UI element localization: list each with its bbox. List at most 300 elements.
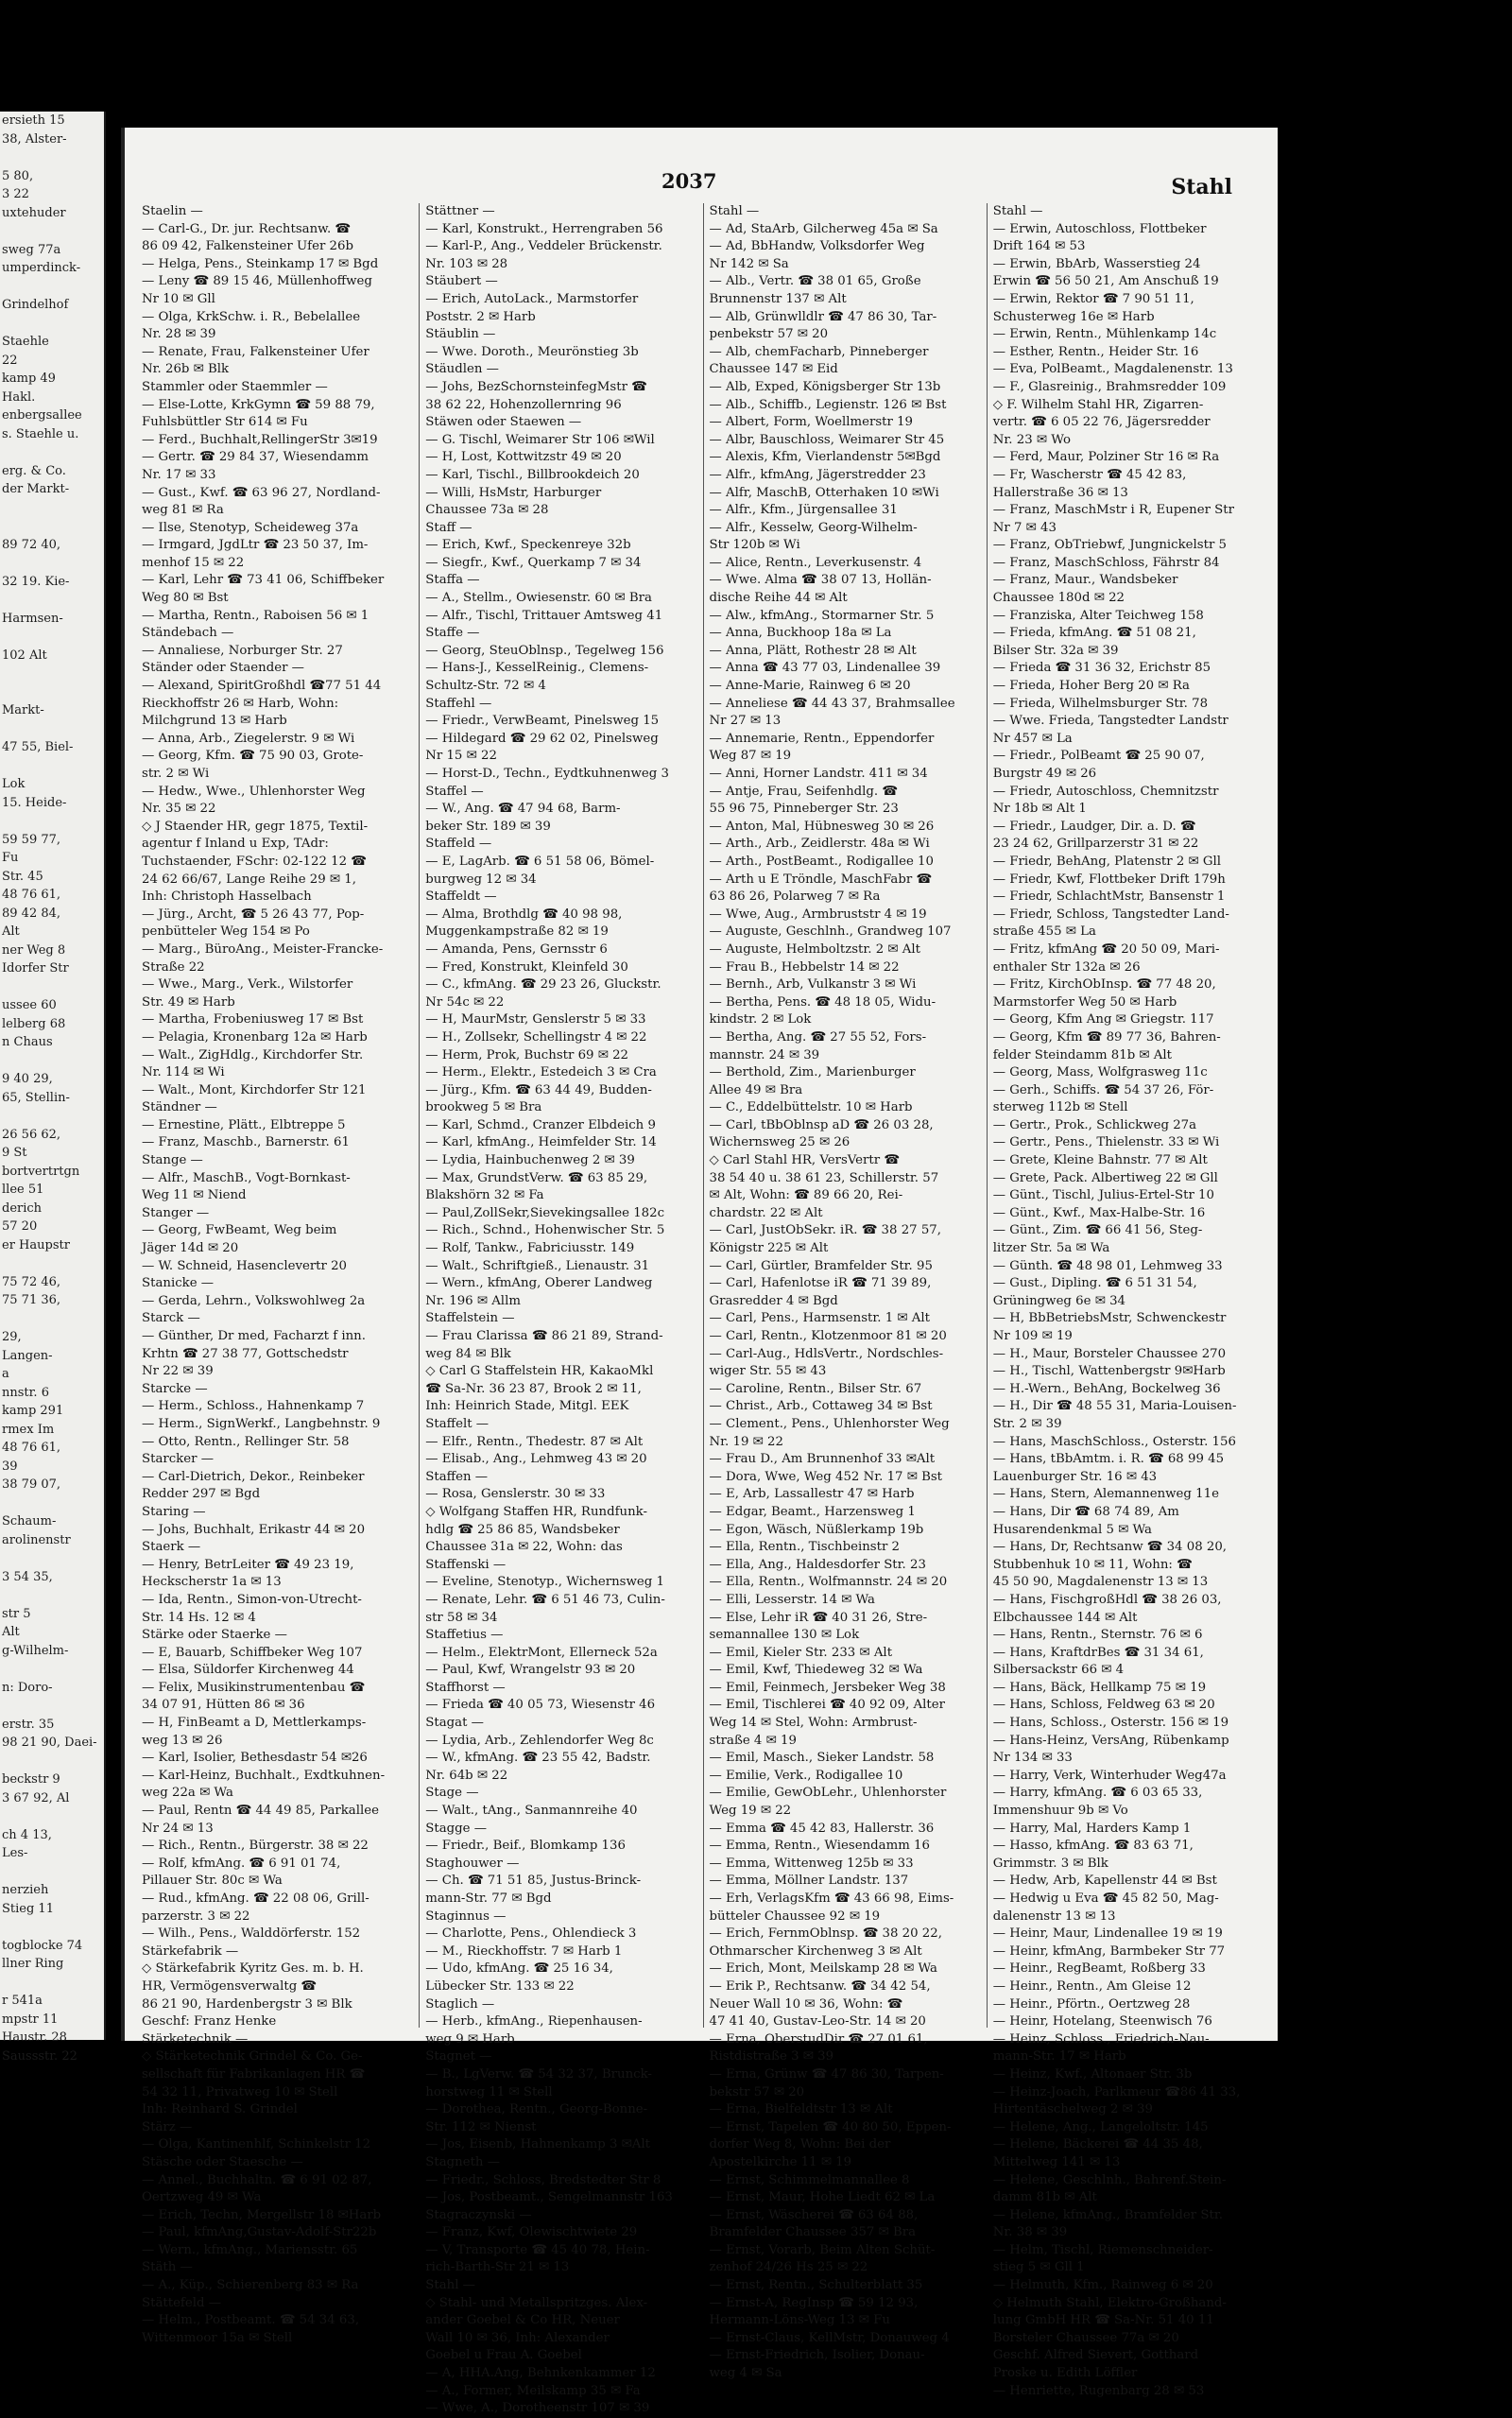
directory-entry: — V, Transporte ☎ 45 40 78, Hein- bbox=[425, 2242, 650, 2257]
directory-entry: Stage — bbox=[425, 1786, 479, 1801]
directory-entry: — Günth. ☎ 48 98 01, Lehmweg 33 bbox=[992, 1258, 1223, 1273]
directory-entry: weg 81 ✉ Ra bbox=[142, 503, 224, 518]
directory-entry: Inh: Heinrich Stade, Mitgl. EEK bbox=[425, 1399, 629, 1414]
directory-entry: — Elisab., Ang., Lehmweg 43 ✉ 20 bbox=[425, 1452, 647, 1467]
directory-entry: — Emil, Tischlerei ☎ 40 92 09, Alter bbox=[709, 1698, 945, 1713]
left-fragment-line: n Chaus bbox=[2, 1035, 53, 1049]
directory-entry: — Paul, Kwf, Wrangelstr 93 ✉ 20 bbox=[425, 1663, 636, 1678]
directory-entry: — Olga, KrkSchw. i. R., Bebelallee bbox=[142, 309, 361, 324]
directory-column-4 bbox=[987, 203, 1270, 2398]
left-fragment-line bbox=[0, 222, 104, 241]
directory-entry: — Hans, FischgroßHdl ☎ 38 26 03, bbox=[992, 1592, 1222, 1607]
directory-entry: — Auguste, Helmboltzstr. 2 ✉ Alt bbox=[709, 941, 920, 957]
directory-entry: Immenshuur 9b ✉ Vo bbox=[992, 1804, 1128, 1819]
left-fragment-line bbox=[0, 1660, 104, 1679]
directory-entry: Stagraczynski — bbox=[425, 2207, 532, 2222]
directory-entry: — H., Tischl, Wattenbergstr 9✉Harb bbox=[992, 1364, 1226, 1379]
directory-entry: — Frieda, Wilhelmsburger Str. 78 bbox=[992, 696, 1209, 711]
directory-entry: — Emilie, Verk., Rodigallee 10 bbox=[709, 1768, 903, 1783]
directory-entry: — Heinr., Pförtn., Oertzweg 28 bbox=[992, 1996, 1191, 2012]
directory-entry: 38 62 22, Hohenzollernring 96 bbox=[425, 397, 622, 412]
directory-entry: — Wwe., Marg., Verk., Wilstorfer bbox=[142, 977, 353, 993]
directory-entry: — Erich, Kwf., Speckenreye 32b bbox=[425, 538, 631, 553]
directory-entry: 86 21 90, Hardenbergstr 3 ✉ Blk bbox=[142, 1996, 352, 2012]
directory-entry: — Renate, Frau, Falkensteiner Ufer bbox=[142, 344, 369, 359]
left-fragment-line: a bbox=[2, 1367, 9, 1381]
directory-entry: — W. Schneid, Hasenclevertr 20 bbox=[142, 1258, 348, 1273]
directory-entry: — Lydia, Hainbuchenweg 2 ✉ 39 bbox=[425, 1153, 635, 1168]
directory-entry: penbütteler Weg 154 ✉ Po bbox=[142, 924, 310, 940]
directory-entry: — Heinr., RegBeamt, Roßberg 33 bbox=[992, 1961, 1206, 1977]
directory-entry: — Gerda, Lehrn., Volkswohlweg 2a bbox=[142, 1293, 366, 1308]
left-fragment-line bbox=[0, 628, 104, 647]
directory-entry: — Anton, Mal, Hübnesweg 30 ✉ 26 bbox=[709, 819, 935, 834]
directory-entry: ✉ Alt, Wohn: ☎ 89 66 20, Rei- bbox=[709, 1188, 903, 1203]
directory-entry: Allee 49 ✉ Bra bbox=[709, 1082, 803, 1097]
directory-entry: — Friedr, SchlachtMstr, Bansenstr 1 bbox=[992, 889, 1226, 905]
directory-entry: Staffe — bbox=[425, 626, 480, 641]
directory-entry: Goebel u Frau A. Goebel bbox=[425, 2348, 582, 2363]
directory-column-1 bbox=[136, 203, 419, 2345]
left-fragment-line: 102 Alt bbox=[2, 648, 47, 663]
left-fragment-line: 98 21 90, Daei- bbox=[2, 1736, 97, 1750]
left-fragment-line: Alt bbox=[2, 924, 20, 939]
directory-entry: — Emilie, GewObLehr., Uhlenhorster bbox=[709, 1786, 947, 1801]
directory-entry: Geschf: Franz Henke bbox=[142, 2014, 277, 2029]
directory-entry: — Erik P., Rechtsanw. ☎ 34 42 54, bbox=[709, 1978, 931, 1994]
directory-entry: Stärke oder Staerke — bbox=[142, 1628, 287, 1643]
directory-entry: Neuer Wall 10 ✉ 36, Wohn: ☎ bbox=[709, 1996, 903, 2012]
directory-entry: Nr. 26b ✉ Blk bbox=[142, 362, 230, 377]
directory-entry: agentur f Inland u Exp, TAdr: bbox=[142, 837, 329, 852]
directory-entry: — Frau B., Hebbelstr 14 ✉ 22 bbox=[709, 959, 900, 975]
directory-entry: — Otto, Rentn., Rellinger Str. 58 bbox=[142, 1434, 350, 1449]
directory-entry: Lauenburger Str. 16 ✉ 43 bbox=[992, 1469, 1158, 1484]
left-fragment-line bbox=[0, 499, 104, 518]
directory-entry: 24 62 66/67, Lange Reihe 29 ✉ 1, bbox=[142, 872, 356, 887]
directory-entry: — Hans, Dir ☎ 68 74 89, Am bbox=[992, 1504, 1179, 1519]
directory-entry: — Herm., Schloss., Hahnenkamp 7 bbox=[142, 1399, 365, 1414]
directory-entry: — Ella, Rentn., Wolfmannstr. 24 ✉ 20 bbox=[709, 1575, 948, 1590]
directory-entry: — Helene, kfmAng., Bramfelder Str. bbox=[992, 2207, 1223, 2222]
directory-entry: — Fritz, KirchObInsp. ☎ 77 48 20, bbox=[992, 977, 1216, 993]
directory-entry: — Ernst, Vorarb, Beim Alten Schüt- bbox=[709, 2242, 936, 2257]
directory-entry: — Willi, HsMstr, Harburger bbox=[425, 485, 602, 500]
directory-entry: — Ilse, Stenotyp, Scheideweg 37a bbox=[142, 520, 359, 535]
directory-entry: — Hans, Bäck, Hellkamp 75 ✉ 19 bbox=[992, 1680, 1207, 1695]
directory-entry: dische Reihe 44 ✉ Alt bbox=[709, 591, 848, 606]
directory-entry: — Heinz, Schloss., Friedrich-Nau- bbox=[992, 2031, 1210, 2047]
directory-entry: — Ida, Rentn., Simon-von-Utrecht- bbox=[142, 1592, 362, 1607]
directory-entry: — Franz, Maschb., Barnerstr. 61 bbox=[142, 1135, 350, 1150]
directory-entry: — Erwin, BbArb, Wasserstieg 24 bbox=[992, 256, 1201, 271]
directory-entry: — Siegfr., Kwf., Querkamp 7 ✉ 34 bbox=[425, 555, 642, 570]
directory-entry: Stäsche oder Staesche — bbox=[142, 2154, 303, 2169]
directory-entry: — Karl, kfmAng., Heimfelder Str. 14 bbox=[425, 1135, 657, 1150]
directory-entry: — Ferd., Buchhalt,RellingerStr 3✉19 bbox=[142, 432, 378, 447]
directory-entry: Rieckhoffstr 26 ✉ Harb, Wohn: bbox=[142, 696, 339, 711]
left-fragment-line: 89 72 40, bbox=[2, 537, 61, 552]
directory-entry: Weg 11 ✉ Niend bbox=[142, 1188, 247, 1203]
directory-entry: Nr 18b ✉ Alt 1 bbox=[992, 802, 1087, 817]
directory-entry: — Harry, kfmAng. ☎ 6 03 65 33, bbox=[992, 1786, 1203, 1801]
directory-entry: — Rolf, Tankw., Fabriciusstr. 149 bbox=[425, 1241, 635, 1256]
directory-entry: — Anna, Plätt, Rothestr 28 ✉ Alt bbox=[709, 643, 917, 658]
directory-entry: beker Str. 189 ✉ 39 bbox=[425, 819, 551, 834]
left-fragment-line: nnstr. 6 bbox=[2, 1385, 49, 1400]
directory-entry: Staring — bbox=[142, 1504, 206, 1519]
directory-entry: Nr. 19 ✉ 22 bbox=[709, 1434, 783, 1449]
directory-entry: — Lydia, Arb., Zehlendorfer Weg 8c bbox=[425, 1733, 654, 1748]
directory-entry: — Günt., Kwf., Max-Halbe-Str. 16 bbox=[992, 1205, 1206, 1220]
directory-entry: — Friedr, Kwf, Flottbeker Drift 179h bbox=[992, 872, 1226, 887]
left-fragment-line: arolinenstr bbox=[2, 1532, 71, 1547]
left-fragment-line: Str. 45 bbox=[2, 869, 43, 884]
directory-entry: Elbchaussee 144 ✉ Alt bbox=[992, 1610, 1138, 1625]
directory-entry: — Anna, Buckhoop 18a ✉ La bbox=[709, 626, 892, 641]
directory-entry: — Ernst-A, RegInsp ☎ 59 12 93, bbox=[709, 2295, 919, 2310]
directory-entry: Staffehl — bbox=[425, 696, 492, 711]
directory-entry: — H., Maur, Borsteler Chaussee 270 bbox=[992, 1346, 1227, 1361]
directory-entry: — Hasso, kfmAng. ☎ 83 63 71, bbox=[992, 1839, 1194, 1854]
directory-entry: sterweg 112b ✉ Stell bbox=[992, 1100, 1128, 1115]
directory-entry: Stäubert — bbox=[425, 274, 498, 289]
left-fragment-line bbox=[0, 148, 104, 167]
directory-entry: — Hans, KraftdrBes ☎ 31 34 61, bbox=[992, 1645, 1204, 1660]
directory-entry: Stärketechnik — bbox=[142, 2031, 249, 2047]
directory-entry: — Ad, StaArb, Gilcherweg 45a ✉ Sa bbox=[709, 221, 938, 236]
directory-entry: — Berthold, Zim., Marienburger bbox=[709, 1065, 916, 1080]
left-fragment-line: 38, Alster- bbox=[2, 131, 67, 147]
directory-entry: Staelin — bbox=[142, 204, 203, 218]
directory-entry: — Horst-D., Techn., Eydtkuhnenweg 3 bbox=[425, 767, 669, 781]
directory-entry: — Else, Lehr iR ☎ 40 31 26, Stre- bbox=[709, 1610, 928, 1625]
directory-entry: — F., Glasreinig., Brahmsredder 109 bbox=[992, 379, 1227, 394]
left-fragment-line: erstr. 35 bbox=[2, 1717, 55, 1732]
directory-entry: ◇ F. Wilhelm Stahl HR, Zigarren- bbox=[992, 397, 1204, 412]
directory-entry: — Carl, Rentn., Klotzenmoor 81 ✉ 20 bbox=[709, 1329, 947, 1343]
directory-entry: Inh: Reinhard S. Grindel bbox=[142, 2102, 298, 2117]
directory-entry: Staffeld — bbox=[425, 837, 492, 852]
directory-entry: — Friedr., VerwBeamt, Pinelsweg 15 bbox=[425, 714, 660, 729]
left-fragment-line: 3 54 35, bbox=[2, 1569, 53, 1584]
directory-entry: vertr. ☎ 6 05 22 76, Jägersredder bbox=[992, 415, 1211, 430]
left-fragment-line: Lok bbox=[2, 777, 26, 791]
directory-entry: Bramfelder Chaussee 357 ✉ Bra bbox=[709, 2225, 917, 2240]
directory-entry: — Ch. ☎ 71 51 85, Justus-Brinck- bbox=[425, 1874, 642, 1889]
directory-entry: — Emil, Kwf, Thiedeweg 32 ✉ Wa bbox=[709, 1663, 923, 1678]
directory-entry: Ständer oder Staender — bbox=[142, 661, 304, 676]
directory-entry: — H, FinBeamt a D, Mettlerkamps- bbox=[142, 1716, 367, 1731]
directory-entry: — Karl, Schmd., Cranzer Elbdeich 9 bbox=[425, 1117, 656, 1132]
directory-entry: 47 41 40, Gustav-Leo-Str. 14 ✉ 20 bbox=[709, 2014, 926, 2029]
directory-entry: — Pelagia, Kronenbarg 12a ✉ Harb bbox=[142, 1029, 368, 1045]
left-fragment-line bbox=[0, 720, 104, 739]
directory-entry: — C., Eddelbüttelstr. 10 ✉ Harb bbox=[709, 1100, 913, 1115]
left-fragment-line bbox=[0, 1974, 104, 1993]
directory-entry: — Eva, PolBeamt., Magdalenenstr. 13 bbox=[992, 362, 1233, 377]
directory-entry: Weg 14 ✉ Stel, Wohn: Armbrust- bbox=[709, 1716, 918, 1731]
directory-entry: kindstr. 2 ✉ Lok bbox=[709, 1012, 812, 1028]
directory-entry: — Wilh., Pens., Walddörferstr. 152 bbox=[142, 1926, 361, 1942]
directory-entry: — Hans-Heinz, VersAng, Rübenkamp bbox=[992, 1733, 1229, 1748]
left-fragment-line: Langen- bbox=[2, 1348, 53, 1363]
directory-entry: — Ernst, Wäscherei ☎ 63 64 88, bbox=[709, 2207, 919, 2222]
directory-entry: Nr 15 ✉ 22 bbox=[425, 749, 497, 764]
directory-entry: Nr. 196 ✉ Allm bbox=[425, 1293, 521, 1308]
directory-entry: bekstr 57 ✉ 20 bbox=[709, 2084, 805, 2099]
directory-entry: Weg 19 ✉ 22 bbox=[709, 1804, 792, 1819]
left-fragment-line: Hakl. bbox=[2, 389, 36, 405]
directory-entry: — A, HHA.Ang, Behnkenkammer 12 bbox=[425, 2366, 656, 2381]
left-fragment-line: 39 bbox=[2, 1459, 18, 1474]
directory-entry: Staffel — bbox=[425, 784, 484, 799]
directory-entry: Othmarscher Kirchenweg 3 ✉ Alt bbox=[709, 1943, 922, 1959]
directory-entry: — Erh, VerlagsKfm ☎ 43 66 98, Eims- bbox=[709, 1891, 954, 1906]
directory-entry: — Carl-Aug., HdlsVertr., Nordschles- bbox=[709, 1346, 944, 1361]
directory-entry: — W., Ang. ☎ 47 94 68, Barm- bbox=[425, 802, 621, 817]
directory-entry: — Emil, Kieler Str. 233 ✉ Alt bbox=[709, 1645, 893, 1660]
left-fragment-line bbox=[0, 1863, 104, 1882]
directory-columns bbox=[136, 203, 1270, 2416]
directory-entry: wiger Str. 55 ✉ 43 bbox=[709, 1364, 827, 1379]
directory-entry: — Anneliese ☎ 44 43 37, Brahmsallee bbox=[709, 696, 955, 711]
left-fragment-line bbox=[0, 278, 104, 297]
directory-entry: Nr. 114 ✉ Wi bbox=[142, 1065, 225, 1080]
directory-entry: — Wern., kfmAng, Oberer Landweg bbox=[425, 1276, 653, 1291]
directory-entry: — Alfr., Tischl, Trittauer Amtsweg 41 bbox=[425, 608, 663, 623]
left-page-fragment bbox=[0, 112, 106, 2064]
directory-entry: — Caroline, Rentn., Bilser Str. 67 bbox=[709, 1381, 922, 1396]
directory-entry: Hirtentäschelweg 2 ✉ 39 bbox=[992, 2102, 1153, 2117]
directory-entry: — Arth u E Tröndle, MaschFabr ☎ bbox=[709, 872, 933, 887]
directory-entry: — Ella, Rentn., Tischbeinstr 2 bbox=[709, 1540, 901, 1555]
directory-entry: Staerk — bbox=[142, 1540, 201, 1555]
directory-entry: — Wwe, Aug., Armbruststr 4 ✉ 19 bbox=[709, 907, 927, 922]
directory-entry: — E, Bauarb, Schiffbeker Weg 107 bbox=[142, 1645, 363, 1660]
directory-entry: Staffen — bbox=[425, 1469, 489, 1484]
left-fragment-line: 75 71 36, bbox=[2, 1293, 61, 1307]
directory-entry: — Alw., kfmAng., Stormarner Str. 5 bbox=[709, 608, 935, 623]
directory-entry: — Alfr., Kesselw, Georg-Wilhelm- bbox=[709, 520, 918, 535]
directory-entry: — Hedw, Arb, Kapellenstr 44 ✉ Bst bbox=[992, 1874, 1217, 1889]
directory-entry: Proske u. Edith Löffler bbox=[992, 2366, 1138, 2381]
directory-entry: — Heinr, Maur, Lindenallee 19 ✉ 19 bbox=[992, 1926, 1223, 1942]
directory-entry: Str. 112 ✉ Nienst bbox=[425, 2119, 537, 2134]
directory-entry: — Carl-G., Dr. jur. Rechtsanw. ☎ bbox=[142, 221, 351, 236]
directory-entry: ◇ Wolfgang Staffen HR, Rundfunk- bbox=[425, 1504, 647, 1519]
directory-entry: sellschaft für Fabrikanlagen HR ☎ bbox=[142, 2066, 366, 2081]
directory-entry: Chaussee 147 ✉ Eid bbox=[709, 362, 838, 377]
directory-entry: — Hans, Schloss, Feldweg 63 ✉ 20 bbox=[992, 1698, 1215, 1713]
left-fragment-line: er Haupstr bbox=[2, 1237, 70, 1252]
directory-entry: — Leny ☎ 89 15 46, Müllenhoffweg bbox=[142, 274, 372, 289]
directory-entry: — Erich, FernmOblnsp. ☎ 38 20 22, bbox=[709, 1926, 942, 1942]
left-fragment-line: togblocke 74 bbox=[2, 1938, 83, 1953]
left-fragment-line: 26 56 62, bbox=[2, 1127, 61, 1142]
directory-entry: Ständner — bbox=[142, 1100, 217, 1115]
directory-entry: — Max, GrundstVerw. ☎ 63 85 29, bbox=[425, 1170, 648, 1185]
directory-entry: — Annemarie, Rentn., Eppendorfer bbox=[709, 731, 935, 746]
left-fragment-line: ner Weg 8 bbox=[2, 942, 66, 958]
directory-entry: — A., Stellm., Owiesenstr. 60 ✉ Bra bbox=[425, 591, 652, 606]
left-fragment-line: Harmsen- bbox=[2, 611, 63, 626]
left-fragment-line: erg. & Co. bbox=[2, 463, 66, 478]
directory-entry: — Alice, Rentn., Leverkusenstr. 4 bbox=[709, 555, 922, 570]
left-fragment-line: ch 4 13, bbox=[2, 1827, 52, 1842]
directory-entry: — Erich, AutoLack., Marmstorfer bbox=[425, 291, 639, 306]
directory-entry: — Irmgard, JgdLtr ☎ 23 50 37, Im- bbox=[142, 538, 369, 553]
directory-entry: — Karl, Lehr ☎ 73 41 06, Schiffbeker bbox=[142, 573, 385, 588]
directory-entry: Nr. 17 ✉ 33 bbox=[142, 467, 216, 482]
directory-entry: — Ernestine, Plätt., Elbtreppe 5 bbox=[142, 1117, 346, 1132]
left-fragment-line: 59 59 77, bbox=[2, 832, 61, 847]
directory-entry: — Erna, Grünw ☎ 47 86 30, Tarpen- bbox=[709, 2066, 944, 2081]
directory-entry: — Hildegard ☎ 29 62 02, Pinelsweg bbox=[425, 731, 659, 746]
directory-entry: ◇ Carl Stahl HR, VersVertr ☎ bbox=[709, 1153, 900, 1168]
directory-entry: — Heinz, Kwf., Altonaer Str. 3b bbox=[992, 2066, 1193, 2081]
left-fragment-line bbox=[0, 1107, 104, 1126]
directory-entry: — Herm., SignWerkf., Langbehnstr. 9 bbox=[142, 1416, 381, 1431]
directory-entry: Stagat — bbox=[425, 1716, 484, 1731]
left-fragment-line: 48 76 61, bbox=[2, 888, 61, 902]
directory-entry: 54 32 11, Privatweg 10 ✉ Stell bbox=[142, 2084, 338, 2099]
directory-entry: Nr 27 ✉ 13 bbox=[709, 714, 782, 729]
left-fragment-line: sweg 77a bbox=[2, 242, 61, 257]
directory-entry: 38 54 40 u. 38 61 23, Schillerstr. 57 bbox=[709, 1170, 939, 1185]
directory-entry: — Ernst, Maur, Hohe Liedt 62 ✉ La bbox=[709, 2190, 936, 2205]
directory-entry: str 58 ✉ 34 bbox=[425, 1610, 498, 1625]
directory-entry: Str. 14 Hs. 12 ✉ 4 bbox=[142, 1610, 256, 1625]
directory-entry: 45 50 90, Magdalenenstr 13 ✉ 13 bbox=[992, 1575, 1209, 1590]
directory-entry: stieg 5 ✉ Gll 1 bbox=[992, 2260, 1085, 2275]
directory-entry: Str. 2 ✉ 39 bbox=[992, 1416, 1062, 1431]
directory-entry: — Ella, Ang., Haldesdorfer Str. 23 bbox=[709, 1557, 926, 1572]
directory-entry: — Paul,ZollSekr,Sievekingsallee 182c bbox=[425, 1205, 665, 1220]
directory-entry: — Marg., BüroAng., Meister-Francke- bbox=[142, 941, 384, 957]
directory-entry: penbekstr 57 ✉ 20 bbox=[709, 327, 829, 342]
directory-entry: — Alfr., kfmAng, Jägerstredder 23 bbox=[709, 467, 926, 482]
directory-entry: — Carl, JustObSekr. iR. ☎ 38 27 57, bbox=[709, 1223, 941, 1238]
left-fragment-line: beckstr 9 bbox=[2, 1772, 60, 1787]
directory-entry: ☎ Sa-Nr. 36 23 87, Brook 2 ✉ 11, bbox=[425, 1381, 642, 1396]
directory-entry: — Charlotte, Pens., Ohlendieck 3 bbox=[425, 1926, 637, 1942]
directory-entry: 55 96 75, Pinneberger Str. 23 bbox=[709, 802, 899, 817]
directory-entry: Stäublin — bbox=[425, 327, 496, 342]
left-fragment-line: Saussstr. 22 bbox=[2, 2048, 77, 2064]
left-fragment-line: Les- bbox=[2, 1846, 28, 1860]
directory-entry: Staffenski — bbox=[425, 1557, 507, 1572]
directory-entry: — Wern., kfmAng., Mariensstr. 65 bbox=[142, 2242, 358, 2257]
directory-entry: Stubbenhuk 10 ✉ 11, Wohn: ☎ bbox=[992, 1557, 1193, 1572]
left-fragment-line: Schaum- bbox=[2, 1514, 57, 1529]
left-fragment-line bbox=[0, 757, 104, 776]
directory-entry: — Frau D., Am Brunnenhof 33 ✉Alt bbox=[709, 1452, 936, 1467]
directory-entry: — Johs, Buchhalt, Erikastr 44 ✉ 20 bbox=[142, 1522, 366, 1537]
directory-entry: Hermann-Löns-Weg 13 ✉ Fu bbox=[709, 2313, 890, 2328]
directory-entry: 34 07 91, Hütten 86 ✉ 36 bbox=[142, 1698, 305, 1713]
directory-entry: — Gertr. ☎ 29 84 37, Wiesendamm bbox=[142, 450, 369, 465]
directory-entry: — H., Dir ☎ 48 55 31, Maria-Louisen- bbox=[992, 1399, 1237, 1414]
directory-entry: — Grete, Kleine Bahnstr. 77 ✉ Alt bbox=[992, 1153, 1208, 1168]
directory-entry: Nr. 23 ✉ Wo bbox=[992, 432, 1072, 447]
directory-entry: — Hans, tBbAmtm. i. R. ☎ 68 99 45 bbox=[992, 1452, 1225, 1467]
directory-entry: — Eveline, Stenotyp., Wichernsweg 1 bbox=[425, 1575, 664, 1590]
left-fragment-line: 89 42 84, bbox=[2, 906, 61, 921]
left-fragment-line: 38 79 07, bbox=[2, 1477, 61, 1492]
directory-entry: — Helm., ElektrMont, Ellerneck 52a bbox=[425, 1645, 658, 1660]
directory-entry: ◇ Helmuth Stahl, Elektro-Großhand- bbox=[992, 2295, 1227, 2310]
directory-entry: — Gerh., Schiffs. ☎ 54 37 26, För- bbox=[992, 1082, 1214, 1097]
directory-entry: — Rosa, Genslerstr. 30 ✉ 33 bbox=[425, 1487, 606, 1502]
directory-entry: — Friedr., PolBeamt ☎ 25 90 07, bbox=[992, 749, 1205, 764]
directory-entry: — Günt., Zim. ☎ 66 41 56, Steg- bbox=[992, 1223, 1203, 1238]
directory-entry: — Grete, Pack. Albertiweg 22 ✉ Gll bbox=[992, 1170, 1218, 1185]
directory-entry: Grimmstr. 3 ✉ Blk bbox=[992, 1856, 1108, 1871]
directory-entry: — H, BbBetriebsMstr, Schwenckestr bbox=[992, 1311, 1227, 1326]
directory-entry: — Wwe. Alma ☎ 38 07 13, Hollän- bbox=[709, 573, 932, 588]
directory-entry: — Anne-Marie, Rainweg 6 ✉ 20 bbox=[709, 679, 911, 694]
left-fragment-line: str 5 bbox=[2, 1606, 31, 1621]
directory-entry: — Alb, Grünwlldlr ☎ 47 86 30, Tar- bbox=[709, 309, 937, 324]
directory-entry: Wall 10 ✉ 36, Inh: Alexander bbox=[425, 2330, 610, 2345]
directory-entry: — G. Tischl, Weimarer Str 106 ✉Wil bbox=[425, 432, 655, 447]
directory-entry: weg 9 ✉ Harb bbox=[425, 2031, 515, 2047]
directory-entry: — Karl-P., Ang., Veddeler Brückenstr. bbox=[425, 239, 662, 254]
left-fragment-line: 9 St bbox=[2, 1146, 27, 1160]
directory-entry: — Hans, Stern, Alemannenweg 11e bbox=[992, 1487, 1219, 1502]
directory-entry: weg 4 ✉ Sa bbox=[709, 2366, 782, 2381]
directory-entry: — Franz, ObTriebwf, Jungnickelstr 5 bbox=[992, 538, 1227, 553]
directory-entry: Weg 80 ✉ Bst bbox=[142, 591, 229, 606]
directory-entry: — Ad, BbHandw, Volksdorfer Weg bbox=[709, 239, 925, 254]
directory-entry: Geschf. Alfred Sievert, Gotthard bbox=[992, 2348, 1199, 2363]
directory-entry: — Helene, Bäckerei ☎ 44 35 48, bbox=[992, 2137, 1203, 2152]
directory-entry: — Hans, MaschSchloss., Osterstr. 156 bbox=[992, 1434, 1236, 1449]
directory-entry: — Friedr, Autoschloss, Chemnitzstr bbox=[992, 784, 1219, 799]
directory-entry: Straße 22 bbox=[142, 959, 205, 975]
left-fragment-line: nerzieh bbox=[2, 1883, 49, 1897]
directory-entry: — Jos, Eisenb, Hahnenkamp 3 ✉Alt bbox=[425, 2137, 651, 2152]
directory-entry: — Hedwig u Eva ☎ 45 82 50, Mag- bbox=[992, 1891, 1219, 1906]
directory-entry: ◇ J Staender HR, gegr 1875, Textil- bbox=[142, 819, 369, 834]
directory-entry: Str. 49 ✉ Harb bbox=[142, 994, 235, 1010]
directory-entry: — Emma ☎ 45 42 83, Hallerstr. 36 bbox=[709, 1821, 935, 1836]
directory-entry: — Rolf, kfmAng. ☎ 6 91 01 74, bbox=[142, 1856, 341, 1871]
directory-entry: Bilser Str. 32a ✉ 39 bbox=[992, 643, 1119, 658]
directory-entry: — Bertha, Pens. ☎ 48 18 05, Widu- bbox=[709, 994, 936, 1010]
directory-entry: — Bernh., Arb, Vulkanstr 3 ✉ Wi bbox=[709, 977, 917, 993]
left-fragment-line: s. Staehle u. bbox=[2, 426, 79, 441]
directory-entry: Stanger — bbox=[142, 1205, 210, 1220]
directory-entry: — Carl-Dietrich, Dekor., Reinbeker bbox=[142, 1469, 365, 1484]
directory-entry: — Christ., Arb., Cottaweg 34 ✉ Bst bbox=[709, 1399, 933, 1414]
directory-entry: Staffeldt — bbox=[425, 889, 497, 905]
directory-entry: Staffa — bbox=[425, 573, 480, 588]
directory-entry: chardstr. 22 ✉ Alt bbox=[709, 1205, 823, 1220]
directory-entry: Nr 142 ✉ Sa bbox=[709, 256, 789, 271]
directory-entry: felder Steindamm 81b ✉ Alt bbox=[992, 1047, 1173, 1062]
directory-entry: Staff — bbox=[425, 520, 472, 535]
left-fragment-line: Alt bbox=[2, 1625, 20, 1639]
directory-entry: — Fred, Konstrukt, Kleinfeld 30 bbox=[425, 959, 628, 975]
directory-entry: — Amanda, Pens, Gernsstr 6 bbox=[425, 941, 608, 957]
directory-entry: — Frieda ☎ 31 36 32, Erichstr 85 bbox=[992, 661, 1211, 676]
directory-entry: — Friedr., Laudger, Dir. a. D. ☎ bbox=[992, 819, 1196, 834]
left-fragment-line bbox=[0, 1310, 104, 1329]
left-fragment-line: derich bbox=[2, 1200, 43, 1216]
directory-entry: — Ernst, Rentn., Schulterblatt 35 bbox=[709, 2278, 923, 2293]
